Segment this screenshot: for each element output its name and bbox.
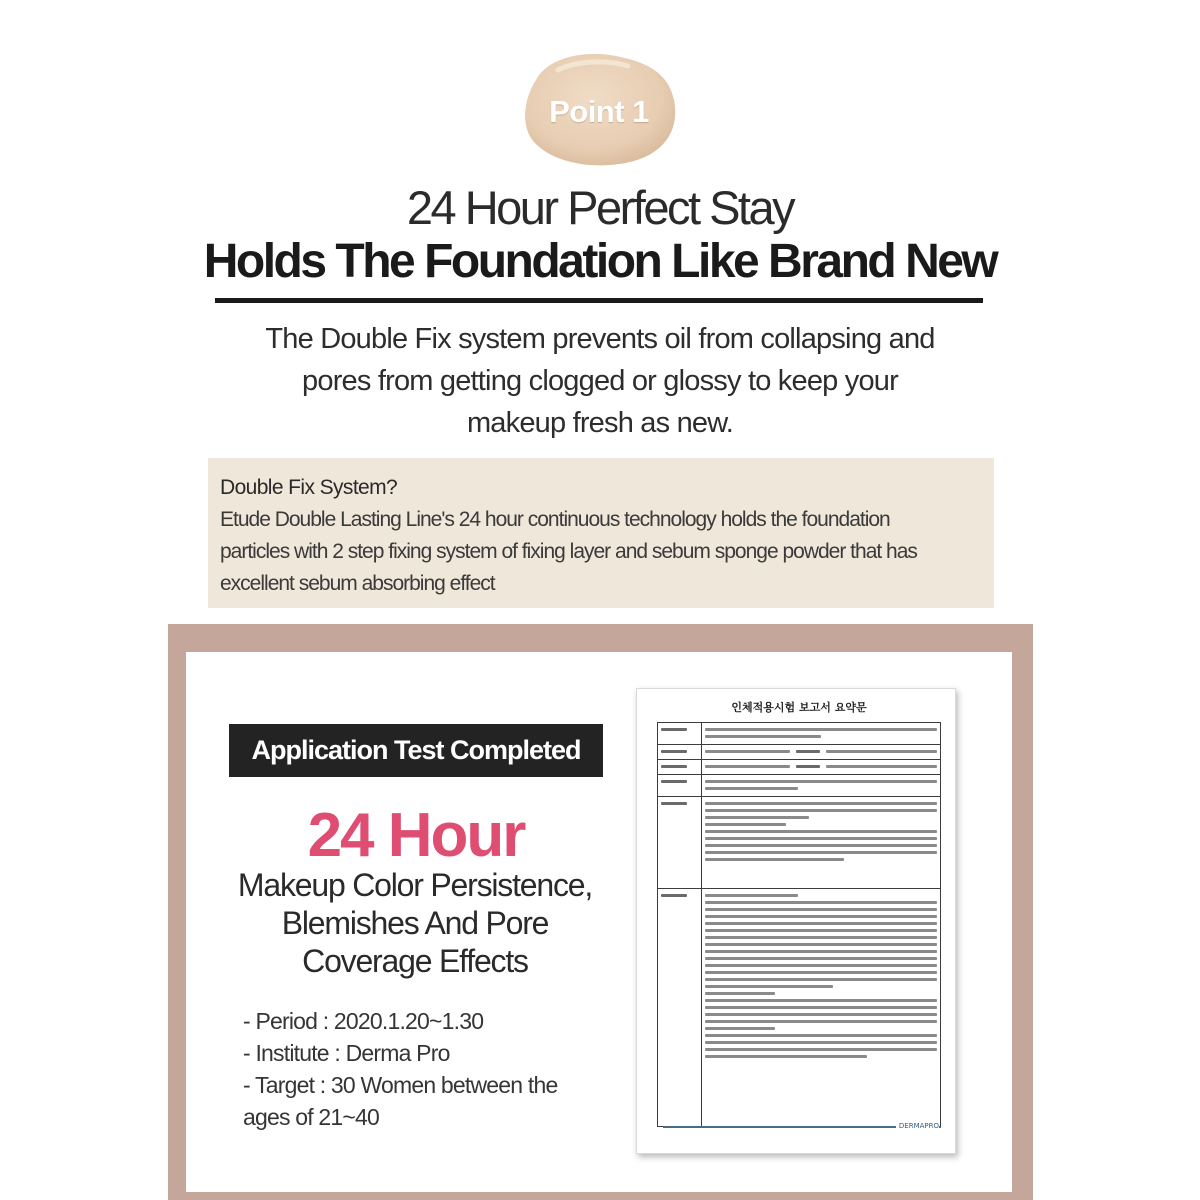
application-test-badge: Application Test Completed [229, 724, 603, 777]
intro-line: The Double Fix system prevents oil from collapsing and [265, 323, 935, 355]
headline-subtitle: 24 Hour Perfect Stay [406, 181, 794, 234]
test-details [243, 1005, 603, 1133]
report-table [657, 722, 941, 1127]
info-box-body [220, 504, 982, 600]
detail-target: - Target : 30 Women between the [243, 1072, 558, 1098]
headline-title: Holds The Foundation Like Brand New [203, 235, 997, 288]
info-box-line: particles with 2 step fixing system of fixing layer and sebum sponge powder that has [220, 540, 917, 563]
report-title: 인체적용시험 보고서 요약문 [731, 701, 867, 714]
info-box-title: Double Fix System? [220, 476, 398, 499]
effect-line: Makeup Color Persistence, [237, 867, 593, 903]
hours-headline: 24 Hour [307, 801, 525, 870]
report-logo: DERMAPRO [896, 1122, 939, 1130]
double-fix-info-box [208, 458, 994, 608]
intro-line: pores from getting clogged or glossy to keep your [302, 365, 898, 397]
point-label: Point 1 [549, 94, 649, 129]
test-effects [200, 866, 630, 980]
intro-line: makeup fresh as new. [466, 407, 734, 439]
info-box-line: Etude Double Lasting Line's 24 hour continuous technology holds the foundation [220, 508, 890, 531]
info-box-line: excellent sebum absorbing effect [220, 572, 495, 595]
detail-institute: - Institute : Derma Pro [243, 1040, 450, 1066]
detail-target-continued: ages of 21~40 [243, 1104, 380, 1130]
detail-period: - Period : 2020.1.20~1.30 [243, 1008, 484, 1034]
intro-paragraph [200, 318, 1000, 444]
title-underline [215, 298, 983, 303]
effect-line: Coverage Effects [302, 943, 528, 979]
report-document-image [636, 688, 956, 1154]
effect-line: Blemishes And Pore [281, 905, 549, 941]
